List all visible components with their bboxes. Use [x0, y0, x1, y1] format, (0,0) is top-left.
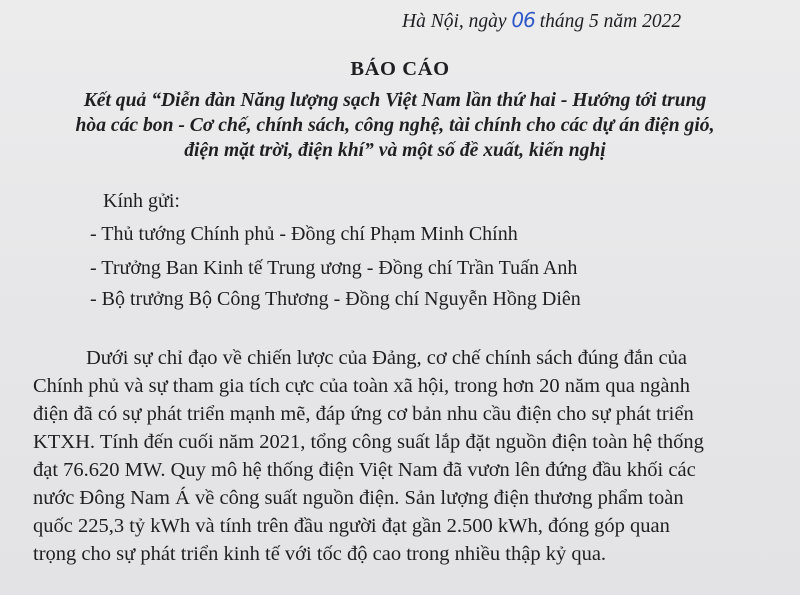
body-line: Chính phủ và sự tham gia tích cực của toàn xã hội, trong hơn 20 năm qua ngành [33, 375, 691, 397]
subtitle-line: Kết quả “Diễn đàn Năng lượng sạch Việt Nam lần thứ hai - Hướng tới trung [83, 90, 707, 111]
report-title: BÁO CÁO [350, 58, 450, 80]
body-line: trọng cho sự phát triển kinh tế với tốc độ cao trong nhiều thập kỷ qua. [33, 543, 607, 565]
body-line: quốc 225,3 tỷ kWh và tính trên đầu người đạt gần 2.500 kWh, đóng góp quan [33, 515, 670, 537]
date-suffix: tháng 5 năm 2022 [539, 11, 682, 32]
body-line: nước Đông Nam Á về công suất nguồn điện. Sản lượng điện thương phẩm toàn [33, 487, 684, 509]
body-line: đạt 76.620 MW. Quy mô hệ thống điện Việt Nam đã vươn lên đứng đầu khối các [33, 459, 696, 481]
recipient-line: - Thủ tướng Chính phủ - Đồng chí Phạm Minh Chính [90, 223, 518, 245]
body-line: KTXH. Tính đến cuối năm 2021, tổng công suất lắp đặt nguồn điện toàn hệ thống [33, 431, 704, 453]
recipient-line: - Trưởng Ban Kinh tế Trung ương - Đồng chí Trần Tuấn Anh [90, 257, 578, 279]
body-line: Dưới sự chỉ đạo về chiến lược của Đảng, cơ chế chính sách đúng đắn của [86, 347, 687, 369]
recipient-line: - Bộ trưởng Bộ Công Thương - Đồng chí Nguyễn Hồng Diên [90, 288, 581, 310]
date-line [402, 8, 681, 33]
report-subtitle [30, 88, 760, 163]
date-prefix: Hà Nội, ngày [402, 11, 507, 32]
body-line: điện đã có sự phát triển mạnh mẽ, đáp ứng cơ bản nhu cầu điện cho sự phát triển [33, 403, 694, 425]
subtitle-line: hòa các bon - Cơ chế, chính sách, công nghệ, tài chính cho các dự án điện gió, [75, 115, 715, 136]
subtitle-line: điện mặt trời, điện khí” và một số đề xuất, kiến nghị [184, 140, 606, 161]
handwritten-day: 06 [511, 8, 535, 32]
greeting: Kính gửi: [103, 190, 180, 212]
